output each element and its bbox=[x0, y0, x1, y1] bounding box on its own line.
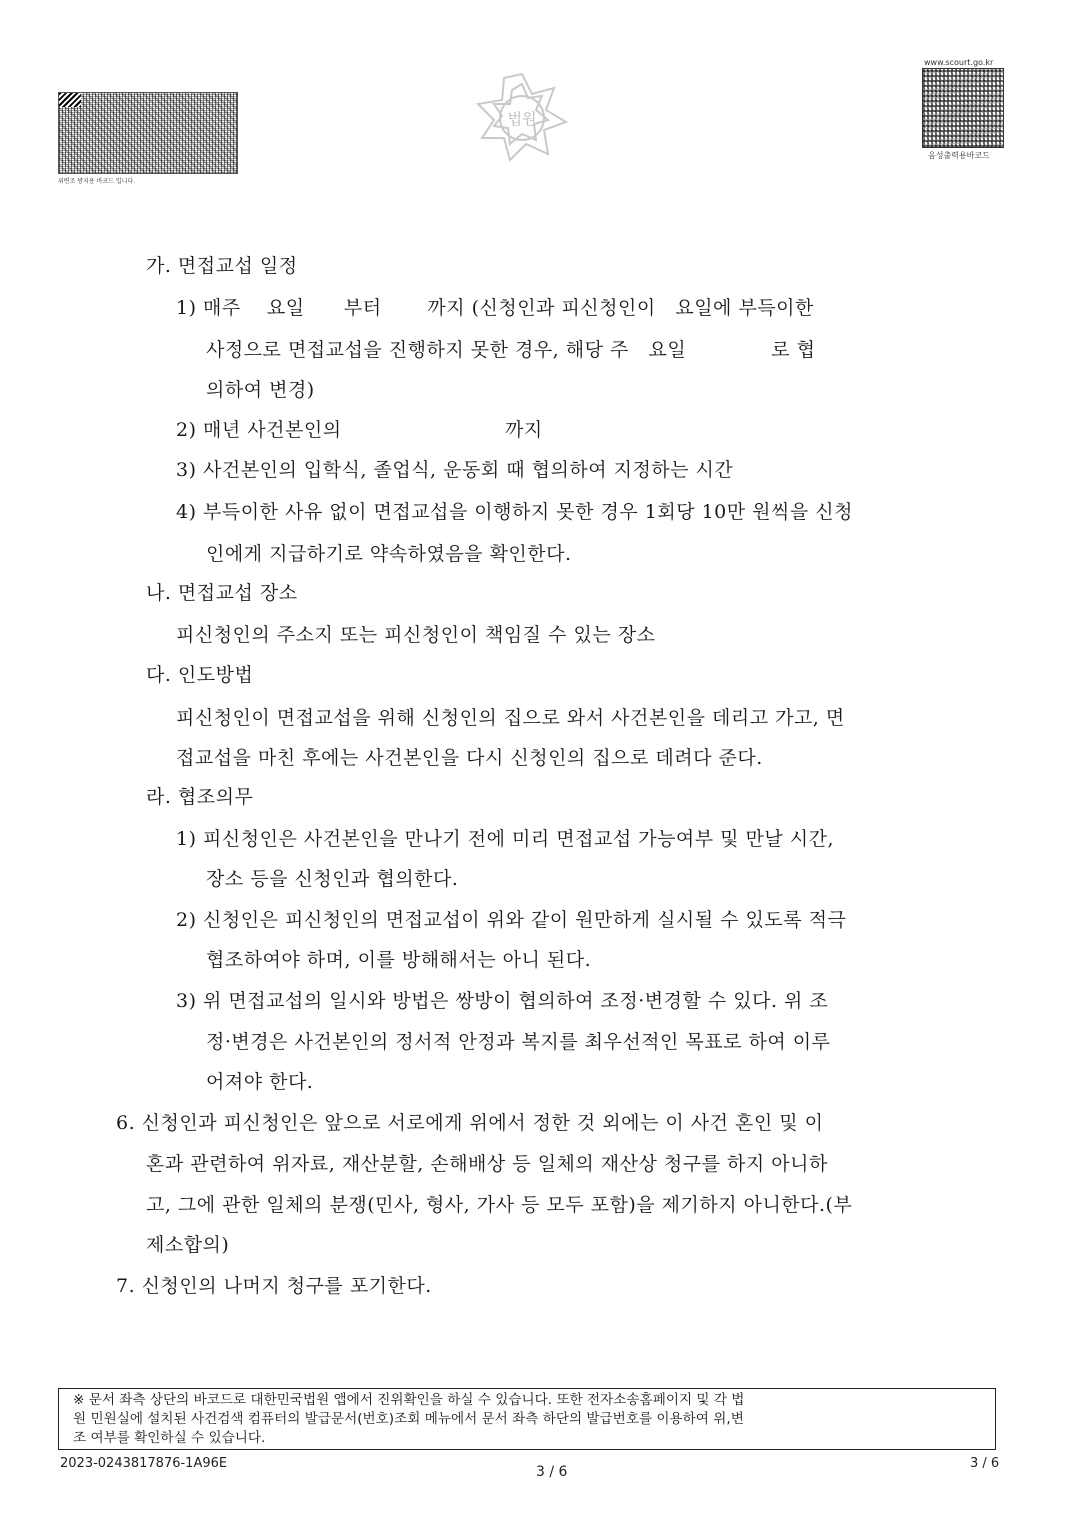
ra-item-3-line-1: 3) 위 면접교섭의 일시와 방법은 쌍방이 협의하여 조정·변경할 수 있다. 위 조 bbox=[176, 990, 829, 1012]
issue-number: 2023-0243817876-1A96E bbox=[60, 1456, 228, 1471]
ga-item-2: 2) 매년 사건본인의 까지 bbox=[176, 419, 543, 441]
section-ra-title: 라. 협조의무 bbox=[146, 786, 254, 808]
notice-line-2: 원 민원실에 설치된 사건검색 컴퓨터의 발급문서(번호)조회 메뉴에서 문서 좌측 하단의 발급번호를 이용하여 위,변 bbox=[73, 1411, 744, 1427]
item-6-line-1: 6. 신청인과 피신청인은 앞으로 서로에게 위에서 정한 것 외에는 이 사건 혼인 및 이 bbox=[116, 1112, 824, 1134]
item-6-line-3: 고, 그에 관한 일체의 분쟁(민사, 형사, 가사 등 모두 포함)을 제기하지 아니한다.(부 bbox=[146, 1194, 853, 1216]
section-na-body: 피신청인의 주소지 또는 피신청인이 책임질 수 있는 장소 bbox=[176, 624, 656, 646]
barcode-caption: 위변조 방지용 바코드 입니다. bbox=[58, 178, 136, 185]
section-da-body-line-1: 피신청인이 면접교섭을 위해 신청인의 집으로 와서 사건본인을 데리고 가고, 면 bbox=[176, 707, 845, 729]
seal-text: 법원 bbox=[507, 110, 537, 128]
ga-item-1-line-3: 의하여 변경) bbox=[206, 379, 315, 401]
voice-output-barcode bbox=[922, 68, 1004, 148]
item-6-line-4: 제소합의) bbox=[146, 1234, 230, 1256]
page-number-right: 3 / 6 bbox=[970, 1456, 1000, 1471]
ra-item-2-line-1: 2) 신청인은 피신청인의 면접교섭이 위와 같이 원만하게 실시될 수 있도록 적극 bbox=[176, 909, 847, 931]
section-da-title: 다. 인도방법 bbox=[146, 664, 254, 686]
notice-line-3: 조 여부를 확인하실 수 있습니다. bbox=[73, 1430, 266, 1446]
ra-item-3-line-2: 정·변경은 사건본인의 정서적 안정과 복지를 최우선적인 목표로 하여 이루 bbox=[206, 1031, 831, 1053]
anti-forgery-barcode bbox=[58, 92, 238, 174]
ga-item-3: 3) 사건본인의 입학식, 졸업식, 운동회 때 협의하여 지정하는 시간 bbox=[176, 459, 734, 481]
item-6-line-2: 혼과 관련하여 위자료, 재산분할, 손해배상 등 일체의 재산상 청구를 하지 아니하 bbox=[146, 1153, 828, 1175]
site-url: www.scourt.go.kr bbox=[924, 58, 994, 67]
ga-item-1-line-2: 사정으로 면접교섭을 진행하지 못한 경우, 해당 주 요일 로 협 bbox=[206, 339, 816, 361]
ra-item-2-line-2: 협조하여야 하며, 이를 방해해서는 아니 된다. bbox=[206, 949, 592, 971]
ra-item-1-line-2: 장소 등을 신청인과 협의한다. bbox=[206, 868, 459, 890]
verification-notice bbox=[58, 1388, 996, 1450]
voice-barcode-label: 음성출력용바코드 bbox=[928, 151, 990, 160]
item-7: 7. 신청인의 나머지 청구를 포기한다. bbox=[116, 1275, 432, 1297]
notice-line-1: ※ 문서 좌측 상단의 바코드로 대한민국법원 앱에서 진위확인을 하실 수 있습니다. 또한 전자소송홈페이지 및 각 법 bbox=[73, 1392, 745, 1408]
section-na-title: 나. 면접교섭 장소 bbox=[146, 582, 298, 604]
court-seal-emblem bbox=[470, 66, 574, 166]
ra-item-1-line-1: 1) 피신청인은 사건본인을 만나기 전에 미리 면접교섭 가능여부 및 만날 시간, bbox=[176, 828, 835, 850]
section-ga-title: 가. 면접교섭 일정 bbox=[146, 255, 298, 277]
court-seal bbox=[470, 66, 574, 166]
ra-item-3-line-3: 어져야 한다. bbox=[206, 1071, 314, 1093]
ga-item-4-line-2: 인에게 지급하기로 약속하였음을 확인한다. bbox=[206, 543, 572, 565]
ga-item-1-line-1: 1) 매주 요일 부터 까지 (신청인과 피신청인이 요일에 부득이한 bbox=[176, 297, 814, 319]
page-number-center: 3 / 6 bbox=[536, 1464, 568, 1480]
ga-item-4-line-1: 4) 부득이한 사유 없이 면접교섭을 이행하지 못한 경우 1회당 10만 원씩을 신청 bbox=[176, 501, 853, 523]
section-da-body-line-2: 접교섭을 마친 후에는 사건본인을 다시 신청인의 집으로 데려다 준다. bbox=[176, 747, 763, 769]
